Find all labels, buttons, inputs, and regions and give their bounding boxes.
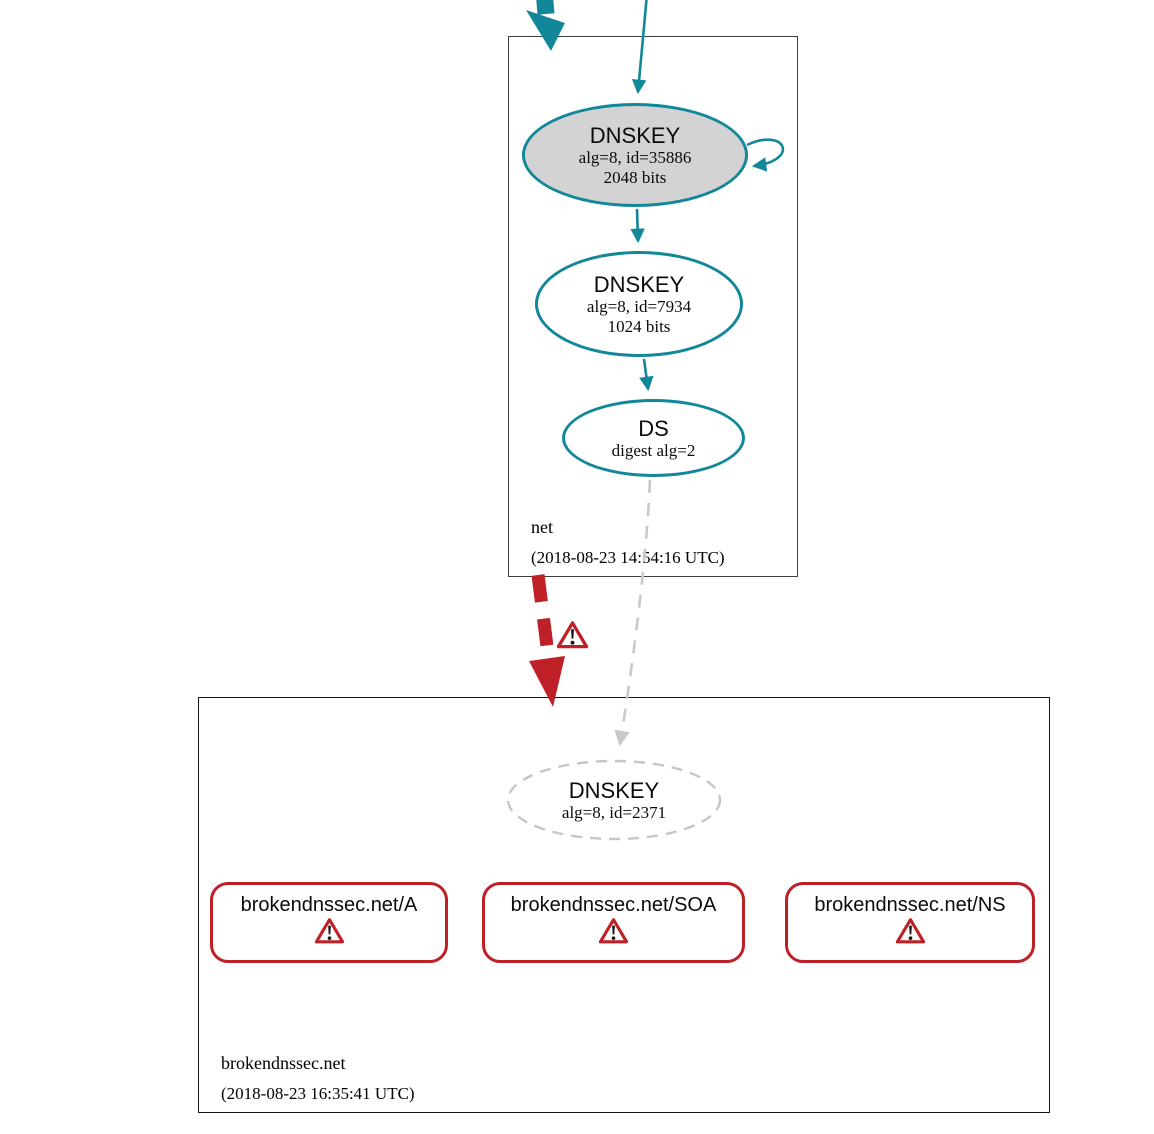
- edge-zsk-to-ds: [644, 359, 648, 389]
- zone-timestamp: (2018-08-23 16:35:41 UTC): [221, 1084, 415, 1103]
- rrset-label: brokendnssec.net/SOA: [510, 894, 717, 916]
- node-detail: digest alg=2: [611, 440, 696, 460]
- rrset-box-a[interactable]: [210, 882, 448, 963]
- warning-icon[interactable]: [556, 620, 589, 650]
- edge-ksk-to-zsk: [637, 209, 638, 241]
- warning-icon[interactable]: [895, 917, 926, 945]
- node-dnskey-2371[interactable]: [508, 761, 720, 839]
- rrset-box-ns[interactable]: [785, 882, 1035, 963]
- zone-timestamp: (2018-08-23 14:54:16 UTC): [531, 548, 725, 567]
- node-dnskey-35886[interactable]: [522, 103, 748, 207]
- edge-parent-to-ksk: [638, 0, 647, 92]
- warning-icon[interactable]: [598, 917, 629, 945]
- node-detail: 2048 bits: [603, 167, 667, 187]
- node-detail: alg=8, id=7934: [586, 296, 692, 316]
- node-title: DNSKEY: [568, 777, 660, 803]
- node-detail: 1024 bits: [607, 316, 671, 336]
- edge-incoming-thick-arrowhead: [526, 10, 565, 51]
- node-title: DS: [638, 415, 669, 441]
- node-detail: alg=8, id=2371: [561, 802, 667, 822]
- node-ds[interactable]: [562, 399, 745, 477]
- node-title: DNSKEY: [593, 271, 685, 297]
- edge-delegation-bogus-arrowhead: [529, 656, 565, 707]
- node-detail: alg=8, id=35886: [578, 147, 692, 167]
- node-title: DNSKEY: [589, 122, 681, 148]
- zone-name-label: brokendnssec.net: [221, 1053, 346, 1073]
- edge-ksk-self-loop: [747, 140, 783, 166]
- edge-incoming-thick: [543, 0, 546, 14]
- rrset-box-soa[interactable]: [482, 882, 745, 963]
- edge-ds-to-dnskey: [620, 480, 650, 744]
- warning-icon[interactable]: [314, 917, 345, 945]
- node-dnskey-7934[interactable]: [535, 251, 743, 357]
- zone-name-label: net: [531, 517, 553, 537]
- rrset-label: brokendnssec.net/NS: [814, 894, 1006, 916]
- rrset-label: brokendnssec.net/A: [240, 894, 418, 916]
- edge-delegation-bogus: [538, 575, 549, 662]
